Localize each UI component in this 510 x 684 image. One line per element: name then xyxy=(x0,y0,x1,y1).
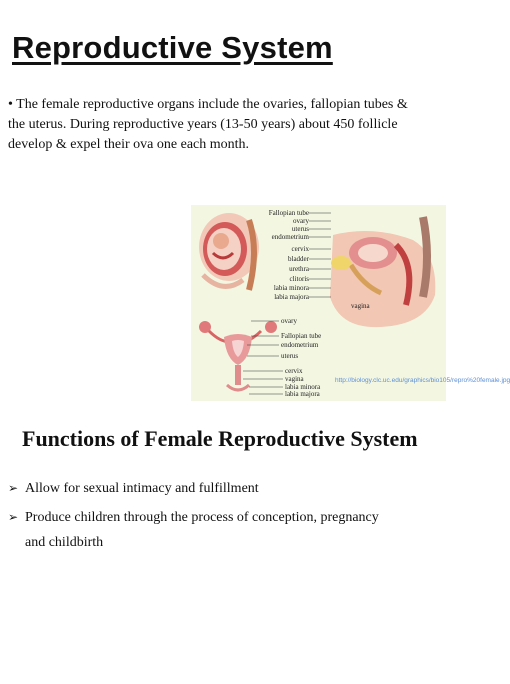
figure-label: clitoris xyxy=(289,275,309,283)
list-item-text-continued: and childbirth xyxy=(25,535,104,550)
figure-label: Fallopian tube xyxy=(268,209,309,217)
bullet-dot: • xyxy=(8,97,13,112)
figure-label: uterus xyxy=(291,225,309,233)
figure-label: urethra xyxy=(289,265,309,273)
functions-heading: Functions of Female Reproductive System xyxy=(22,426,418,451)
figure-source-link[interactable]: http://biology.clc.uc.edu/graphics/bio105/repro%20female.jpg xyxy=(335,377,510,384)
figure-label: vagina xyxy=(285,375,304,383)
figure-label: cervix xyxy=(291,245,309,253)
figure-label: endometrium xyxy=(281,341,319,349)
figure-label: cervix xyxy=(285,367,303,375)
figure-label: ovary xyxy=(293,217,309,225)
figure-label: labia majora xyxy=(274,293,309,301)
figure-label: Fallopian tube xyxy=(281,332,322,340)
reproductive-anatomy-figure xyxy=(191,205,510,401)
figure-label: uterus xyxy=(281,352,299,360)
pregnancy-cross-section xyxy=(199,213,259,290)
list-item-text: Produce children through the process of conception, pregnancy xyxy=(25,510,379,525)
functions-list xyxy=(8,476,379,559)
arrowhead-bullet-icon: ➢ xyxy=(8,481,19,495)
list-item xyxy=(8,505,379,555)
frontal-uterus-diagram xyxy=(199,321,277,390)
list-item-text: Allow for sexual intimacy and fulfillment xyxy=(25,481,259,496)
figure-label: bladder xyxy=(288,255,309,263)
list-item xyxy=(8,476,379,501)
intro-paragraph xyxy=(8,95,428,155)
figure-label: endometrium xyxy=(271,233,309,241)
labels-top-group xyxy=(269,209,310,301)
anatomy-illustration xyxy=(191,205,510,401)
page-title: Reproductive System xyxy=(12,30,333,65)
figure-label-vagina: vagina xyxy=(351,302,370,310)
figure-label: labia minora xyxy=(273,284,309,292)
intro-text: The female reproductive organs include the ovaries, fallopian tubes & the uterus. During reproductive years (13-50 years) about 450 follicle develop & expel their ova one each month. xyxy=(8,97,408,152)
sagittal-section xyxy=(330,217,435,327)
figure-label: labia majora xyxy=(285,390,320,398)
arrowhead-bullet-icon: ➢ xyxy=(8,510,19,524)
labels-bottom-group xyxy=(281,317,321,398)
figure-label: ovary xyxy=(281,317,297,325)
figure-label: labia minora xyxy=(285,383,321,391)
